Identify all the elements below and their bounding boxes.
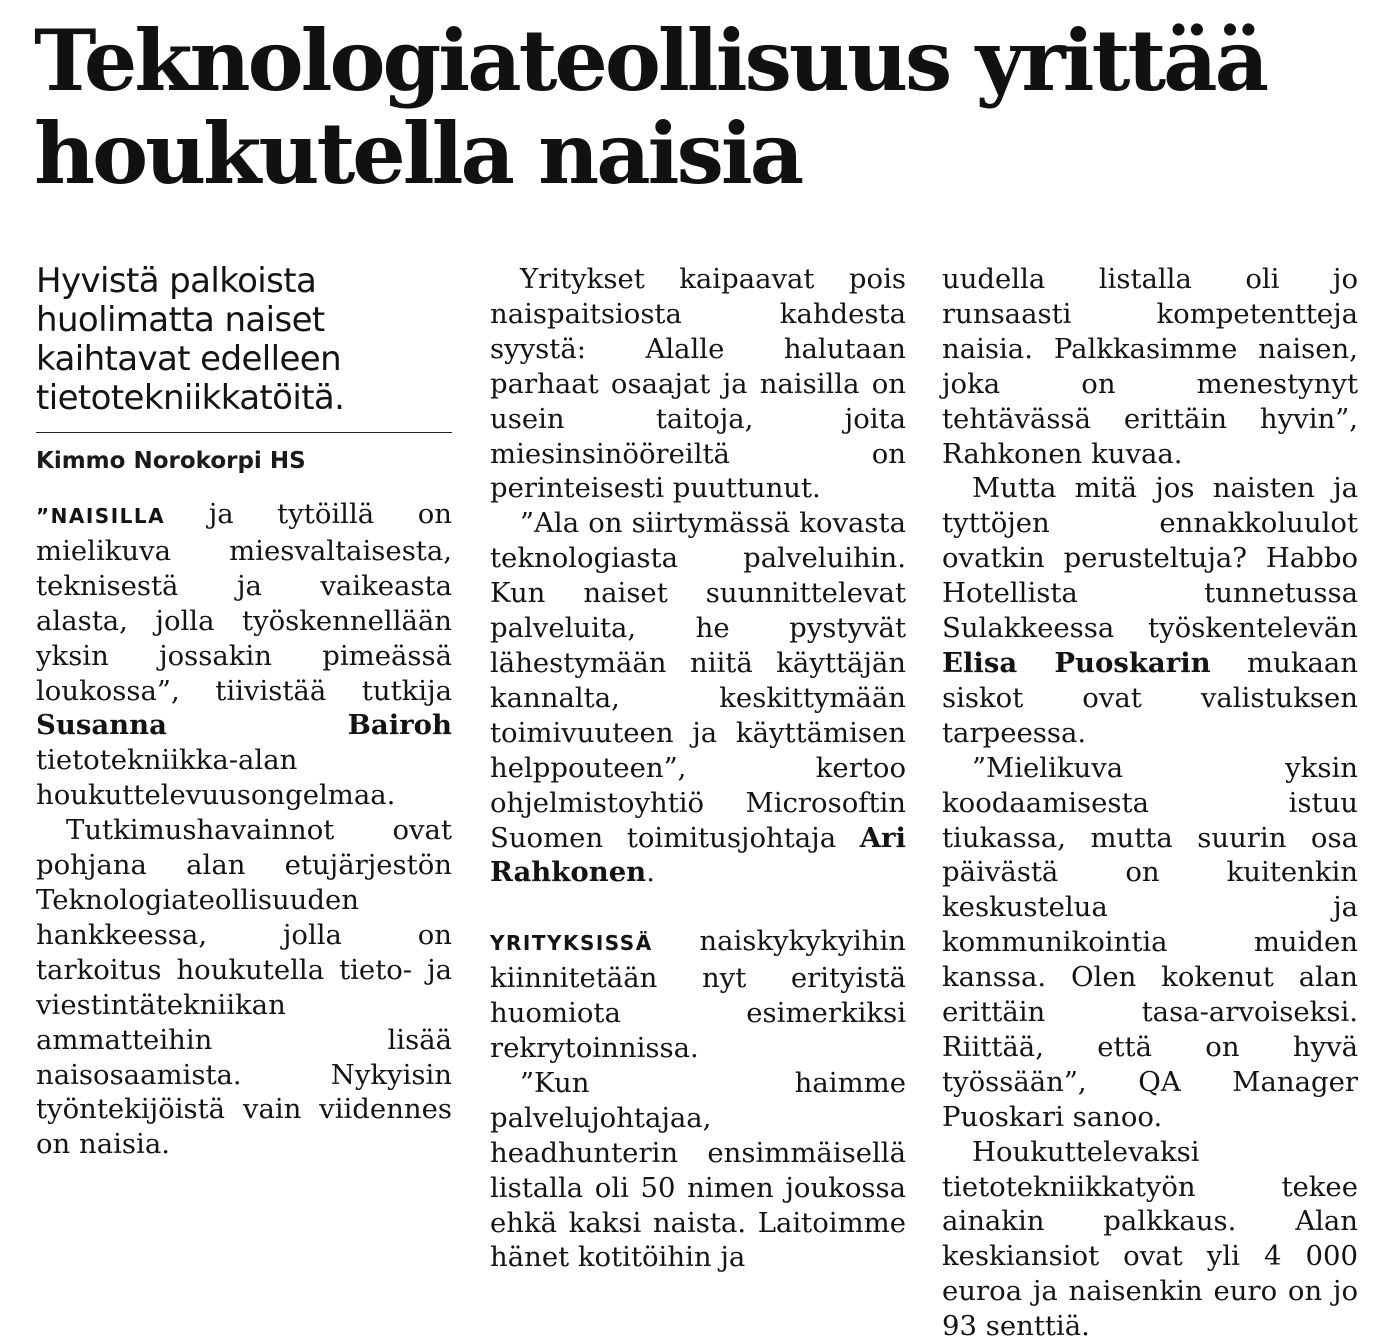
body-paragraph [36,497,452,813]
byline: Kimmo Norokorpi HS [36,448,306,474]
person-name: Elisa Puoskarin [942,646,1211,679]
body-text: Mutta mitä jos naisten ja tyttöjen ennakkoluulot ovatkin perusteltuja? Habbo Hotellista tunnetussa Sulakkeessa työskentelevän [942,472,1358,645]
body-paragraph: Tutkimushavainnot ovat pohjana alan etujärjestön Teknologiateollisuuden hankkeessa, jolla on tarkoitus houkutella tieto- ja viestintätekniikan ammatteihin lisää naisosaamista. Nykyisin työntekijöistä vain viidennes on naisia. [36,814,452,1161]
body-paragraph: Yritykset kaipaavat pois naispaitsiosta kahdesta syystä: Alalle halutaan parhaat osaajat ja naisilla on usein taitoja, joita miesinsinööreiltä on perinteisesti puuttunut. [490,263,906,505]
body-paragraph [490,506,906,890]
body-paragraph [942,471,1358,750]
lead-divider [36,432,452,433]
body-paragraph [490,924,906,1066]
person-name: Susanna Bairoh [36,709,452,742]
body-text: naiskykykyihin kiinnitetään nyt erityistä huomiota esimerkiksi rekrytoinnissa. [490,925,906,1065]
run-in-caps: ”NAISILLA [36,504,166,528]
column-2 [490,262,906,1275]
body-paragraph: Houkuttelevaksi tietotekniikkatyön tekee ainakin palkkaus. Alan keskiansiot ovat yli 4 000 euroa ja naisenkin euro on jo 93 senttiä. [942,1135,1358,1343]
run-in-caps: YRITYKSISSÄ [490,931,653,956]
column-3 [942,262,1358,1344]
section-gap [490,890,906,924]
body-text: mukaan siskot ovat valistuksen tarpeessa. [942,646,1358,749]
body-paragraph: uudella listalla oli jo runsaasti kompetentteja naisia. Palkkasimme naisen, joka on menestynyt tehtävässä erittäin hyvin”, Rahkonen kuvaa. [942,263,1358,470]
headline-line-2: houkutella naisia [34,104,802,203]
body-paragraph: ”Kun haimme palvelujohtajaa, headhunterin ensimmäisellä listalla oli 50 nimen joukossa ehkä kaksi naista. Laitoimme hänet kotitöihin ja [490,1066,906,1274]
body-text: tietotekniikka-alan houkuttelevuusongelmaa. [36,744,396,812]
headline-line-1: Teknologiateollisuus yrittää [34,11,1267,110]
body-text: ”Ala on siirtymässä kovasta teknologiasta palveluihin. Kun naiset suunnittelevat palveluita, he pystyvät lähestymään niitä käyttäjän kannalta, keskittymään toimivuuteen ja käyttämisen helppouteen”, kertoo ohjelmistoyhtiö Microsoftin Suomen toimitusjohtaja [490,507,906,854]
headline [34,11,1354,203]
body-paragraph: ”Mielikuva yksin koodaamisesta istuu tiukassa, mutta suurin osa päivästä on kuitenkin keskustelua ja kommunikointia muiden kanssa. Olen kokenut alan erittäin tasa-arvoiseksi. Riittää, että on hyvä työssään”, QA Manager Puoskari sanoo. [942,751,1358,1133]
body-text: ja tytöillä on mielikuva miesvaltaisesta, teknisestä ja vaikeasta alasta, jolla työskennellään yksin jossakin pimeässä loukossa”, tiivistää tutkija [36,498,452,707]
lead-paragraph: Hyvistä palkoista huolimatta naiset kaihtavat edelleen tietotekniikkatöitä. [36,261,345,418]
body-text: . [646,856,655,889]
column-1 [36,262,452,1162]
person-name: Ari Rahkonen [490,821,906,889]
